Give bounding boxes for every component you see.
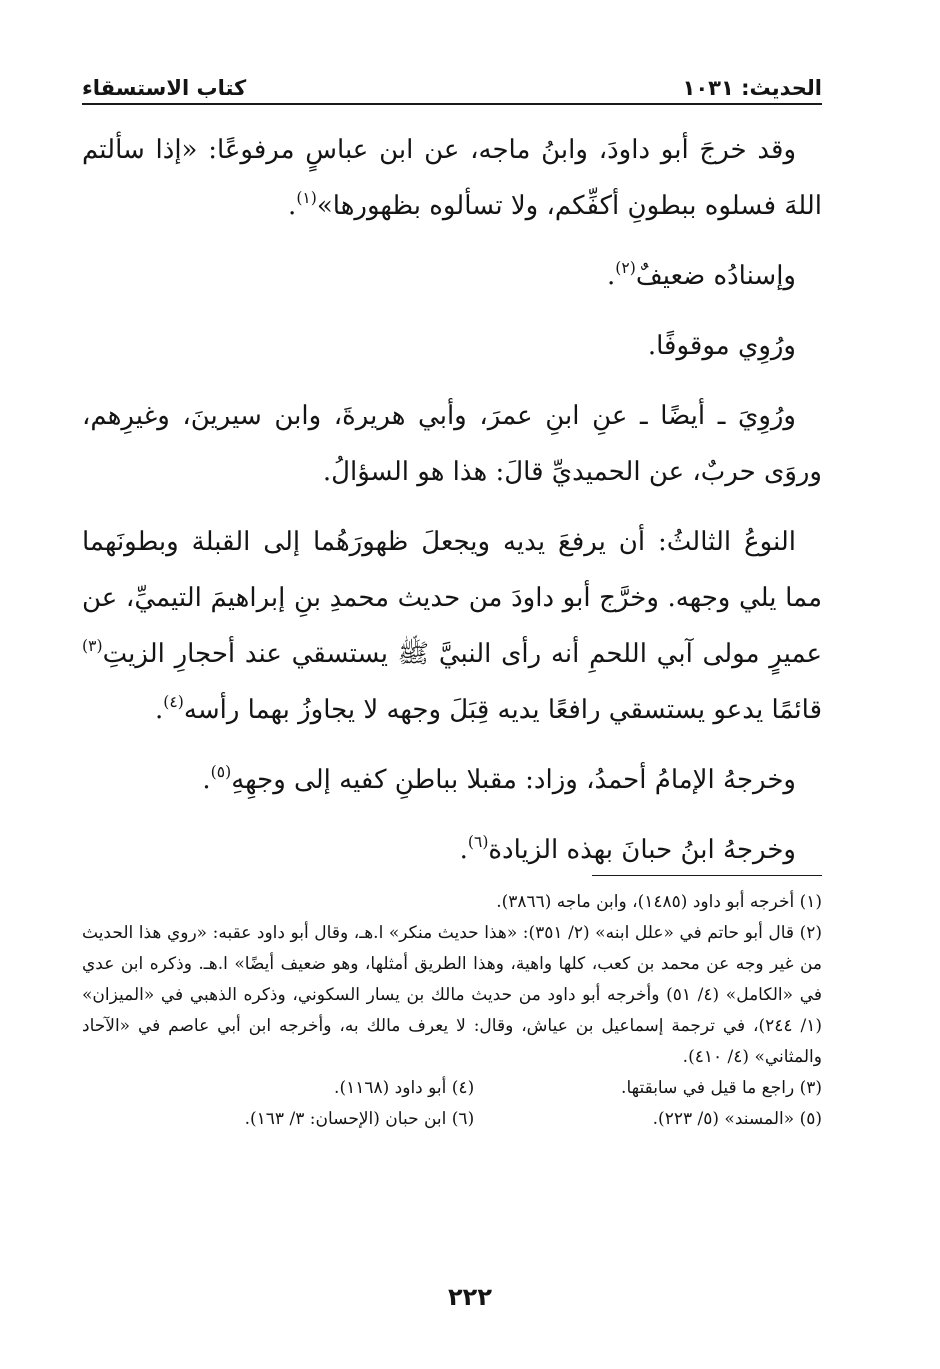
paragraph-6-text: وخرجهُ الإمامُ أحمدُ، وزاد: مقبلا بباطنِ كفيه إلى وجهِهِ	[231, 765, 796, 795]
footnotes	[82, 887, 822, 1135]
paragraph-1	[82, 122, 822, 234]
footnote-row-5-6	[82, 1104, 822, 1135]
footnote-2: (٢) قال أبو حاتم في «علل ابنه» (٢/ ٣٥١): «هذا حديث منكر» ا.هـ، وقال أبو داود عقبه: «روي هذا الحديث من غير وجه عن محمد بن كعب، كلها واهية، وهذا الطريق أمثلها، وهو ضعيف أيضًا» ا.هـ. وذكره ابن عدي في «الكامل» (٤/ ٥١) وأخرجه أبو داود من حديث مالك بن يسار السكوني، وذكره الذهبي في «الميزان» (١/ ٢٤٤)، في ترجمة إسماعيل بن عياش، وقال: لا يعرف مالك به، وأخرجه ابن أبي عاصم في «الآحاد والمثاني» (٤/ ٤١٠).	[82, 923, 822, 1067]
paragraph-7	[82, 822, 822, 878]
paragraph-5-text-b: قائمًا يدعو يستسقي رافعًا يديه قِبَلَ وجهه لا يجاوزُ بهما رأسه	[183, 695, 822, 725]
paragraph-1-text: وقد خرجَ أبو داودَ، وابنُ ماجه، عن ابن عباسٍ مرفوعًا: «إذا سألتم اللهَ فسلوه ببطونِ أكفِّكم، ولا تسألوه بظهورها»	[82, 135, 822, 221]
header-hadith-number: الحديث: ١٠٣١	[682, 76, 822, 100]
paragraph-2-text: وإسنادُه ضعيفٌ	[635, 261, 796, 291]
paragraph-5-end: .	[155, 695, 164, 725]
footnote-separator	[592, 875, 822, 876]
paragraph-5-text-a: النوعُ الثالثُ: أن يرفعَ يديه ويجعلَ ظهورَهُما إلى القبلة وبطونَهما مما يلي وجهه. وخرَّج أبو داودَ من حديث محمدِ بنِ إبراهيمَ التيميِّ، عن عميرٍ مولى آبي اللحمِ أنه رأى النبيَّ ﷺ يستسقي عند أحجارِ الزيتِ	[82, 527, 822, 669]
footnote-ref-3: (٣)	[82, 637, 103, 656]
main-text	[82, 122, 822, 892]
paragraph-6	[82, 752, 822, 808]
header-rule	[82, 103, 822, 105]
paragraph-7-end: .	[459, 835, 468, 865]
footnote-ref-4: (٤)	[163, 693, 184, 712]
footnote-ref-5: (٥)	[210, 763, 232, 782]
paragraph-3: ورُوِي موقوفًا.	[647, 331, 796, 361]
footnote-6: (٦) ابن حبان (الإحسان: ٣/ ١٦٣).	[244, 1109, 475, 1129]
header-book-title: كتاب الاستسقاء	[82, 76, 247, 100]
paragraph-4: ورُوِيَ ـ أيضًا ـ عنِ ابنِ عمرَ، وأبي هريرةَ، وابن سيرينَ، وغيرِهم، وروَى حربٌ، عن الحميديِّ قالَ: هذا هو السؤالُ.	[82, 401, 822, 487]
page-number: ٢٢٢	[448, 1283, 492, 1311]
footnote-ref-2: (٢)	[615, 259, 636, 278]
paragraph-1-end: .	[288, 191, 297, 221]
footnote-3: (٣) راجع ما قيل في سابقتها.	[621, 1078, 822, 1098]
footnote-5: (٥) «المسند» (٥/ ٢٢٣).	[652, 1109, 822, 1129]
running-header	[82, 62, 822, 100]
paragraph-7-text: وخرجهُ ابنُ حبانَ بهذه الزيادة	[488, 835, 796, 865]
footnote-ref-1: (١)	[296, 189, 317, 208]
paragraph-2-end: .	[606, 261, 616, 291]
paragraph-6-end: .	[202, 765, 211, 795]
footnote-4: (٤) أبو داود (١١٦٨).	[334, 1078, 475, 1098]
footnote-row-3-4	[82, 1073, 822, 1104]
paragraph-5	[82, 514, 822, 738]
footnote-1: (١) أخرجه أبو داود (١٤٨٥)، وابن ماجه (٣٨٦٦).	[496, 892, 822, 912]
footnote-ref-6: (٦)	[467, 833, 489, 852]
paragraph-2	[82, 248, 822, 304]
